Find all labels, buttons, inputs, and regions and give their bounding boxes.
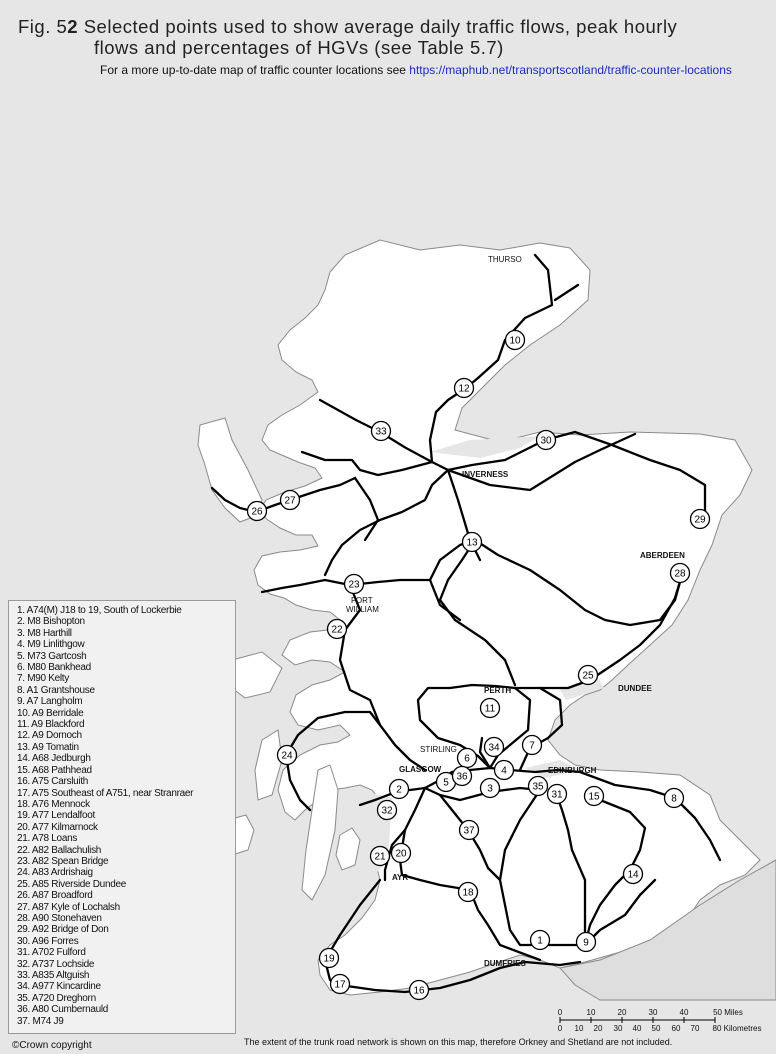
- legend-item: 37. M74 J9: [17, 1015, 64, 1027]
- counter-point-label: 28: [674, 568, 686, 580]
- counter-point-label: 36: [456, 771, 468, 783]
- counter-point-label: 7: [529, 740, 535, 752]
- mainland-land: [254, 240, 760, 995]
- legend-item: 6. M80 Bankhead: [17, 662, 91, 674]
- counter-point-label: 1: [537, 935, 543, 947]
- place-aberdeen: ABERDEEN: [640, 551, 685, 560]
- legend-item: 15. A68 Pathhead: [17, 764, 92, 776]
- counter-point-8: [665, 789, 684, 808]
- scale-km-80: 80 Kilometres: [712, 1024, 762, 1033]
- traffic-map-link[interactable]: https://maphub.net/transportscotland/traffic-counter-locations: [409, 63, 732, 77]
- counter-point-29: [691, 510, 710, 529]
- legend-item: 29. A92 Bridge of Don: [17, 924, 109, 936]
- counter-point-label: 16: [413, 985, 425, 997]
- legend-item: 4. M9 Linlithgow: [17, 639, 85, 651]
- counter-point-10: [506, 331, 525, 350]
- counter-point-label: 4: [501, 765, 507, 777]
- counter-point-11: [481, 699, 500, 718]
- counter-point-label: 5: [443, 777, 449, 789]
- scale-km-50: 50: [651, 1024, 661, 1033]
- counter-point-27: [281, 491, 300, 510]
- legend-item: 22. A82 Ballachulish: [17, 844, 102, 856]
- place-perth: PERTH: [484, 686, 512, 695]
- counter-point-label: 32: [381, 805, 393, 817]
- counter-point-label: 19: [323, 953, 335, 965]
- legend-item: 2. M8 Bishopton: [17, 616, 85, 628]
- counter-point-37: [460, 821, 479, 840]
- legend-item: 21. A78 Loans: [17, 833, 78, 845]
- counter-point-7: [523, 736, 542, 755]
- title-line2: flows and percentages of HGVs (see Table 5.7): [94, 37, 504, 58]
- legend-item: 12. A9 Dornoch: [17, 730, 82, 742]
- title-line1: Selected points used to show average daily traffic flows, peak hourly: [78, 16, 678, 37]
- scale-mi-30: 30: [648, 1008, 658, 1017]
- counter-point-label: 8: [671, 793, 677, 805]
- counter-point-19: [320, 949, 339, 968]
- counter-point-17: [331, 975, 350, 994]
- counter-point-15: [585, 787, 604, 806]
- legend-item: 10. A9 Berridale: [17, 707, 84, 719]
- counter-point-label: 25: [582, 670, 594, 682]
- scale-km-10: 10: [574, 1024, 584, 1033]
- legend-item: 5. M73 Gartcosh: [17, 650, 87, 662]
- legend-item: 7. M90 Kelty: [17, 673, 69, 685]
- counter-point-23: [345, 575, 364, 594]
- counter-point-31: [548, 785, 567, 804]
- place-glasgow: GLASGOW: [399, 765, 442, 774]
- scale-mi-0: 0: [557, 1008, 563, 1017]
- legend-item: 1. A74(M) J18 to 19, South of Lockerbie: [17, 605, 182, 616]
- counter-point-21: [371, 847, 390, 866]
- counter-point-label: 24: [281, 750, 293, 762]
- scale-km-60: 60: [671, 1024, 681, 1033]
- counter-point-label: 37: [463, 825, 475, 837]
- counter-point-label: 30: [540, 435, 552, 447]
- counter-point-24: [278, 746, 297, 765]
- legend-item: 11. A9 Blackford: [17, 719, 85, 731]
- legend-item: 31. A702 Fulford: [17, 947, 86, 959]
- place-edinburgh: EDINBURGH: [548, 766, 597, 775]
- counter-point-label: 13: [466, 537, 478, 549]
- legend-item: 28. A90 Stonehaven: [17, 912, 102, 924]
- counter-point-label: 23: [348, 579, 360, 591]
- legend-item: 17. A75 Southeast of A751, near Stranraer: [17, 787, 194, 799]
- counter-point-label: 18: [462, 887, 474, 899]
- place-ayr: AYR: [392, 873, 409, 882]
- counter-point-label: 3: [487, 783, 493, 795]
- place-inverness: INVERNESS: [462, 470, 509, 479]
- counter-point-label: 29: [694, 514, 706, 526]
- legend-item: 18. A76 Mennock: [17, 798, 90, 810]
- counter-point-label: 21: [374, 851, 386, 863]
- arran-island: [336, 828, 360, 870]
- place-thurso: THURSO: [488, 255, 522, 264]
- scale-km-20: 20: [593, 1024, 603, 1033]
- counter-point-label: 34: [488, 742, 500, 754]
- counter-point-1: [531, 931, 550, 950]
- counter-point-33: [372, 422, 391, 441]
- counter-point-label: 26: [251, 506, 263, 518]
- counter-point-28: [671, 564, 690, 583]
- footnote: The extent of the trunk road network is shown on this map, therefore Orkney and Shetland are not included.: [244, 1037, 673, 1047]
- counter-point-4: [495, 761, 514, 780]
- counter-point-label: 33: [375, 426, 387, 438]
- scale-km-40: 40: [632, 1024, 642, 1033]
- subline-text: For a more up-to-date map of traffic counter locations see: [100, 63, 410, 77]
- counter-point-label: 6: [464, 753, 470, 765]
- legend-item: 36. A80 Cumbernauld: [17, 1004, 109, 1016]
- legend-item: 32. A737 Lochside: [17, 958, 95, 970]
- legend-item: 33. A835 Altguish: [17, 970, 90, 981]
- legend-item: 16. A75 Carsluith: [17, 776, 89, 788]
- scale-mi-40: 40: [679, 1008, 689, 1017]
- legend-item: 8. A1 Grantshouse: [17, 684, 95, 696]
- counter-point-30: [537, 431, 556, 450]
- scale-mi-50: 50 Miles: [713, 1008, 743, 1017]
- counter-point-label: 22: [331, 624, 343, 636]
- counter-point-22: [328, 620, 347, 639]
- legend-item: 35. A720 Dreghorn: [17, 992, 96, 1004]
- title-prefix: Fig. 5: [18, 16, 68, 37]
- scale-bar: [560, 1017, 715, 1023]
- place-stirling: STIRLING: [420, 745, 457, 754]
- counter-point-label: 35: [532, 781, 544, 793]
- legend-item: 9. A7 Langholm: [17, 696, 83, 708]
- legend-item: 13. A9 Tomatin: [17, 741, 79, 753]
- legend-item: 20. A77 Kilmarnock: [17, 821, 98, 833]
- counter-point-34: [485, 738, 504, 757]
- counter-point-3: [481, 779, 500, 798]
- counter-point-18: [459, 883, 478, 902]
- place-fort: FORT: [351, 596, 373, 605]
- counter-point-6: [458, 749, 477, 768]
- counter-point-label: 17: [334, 979, 346, 991]
- counter-point-label: 11: [484, 703, 496, 715]
- legend-item: 24. A83 Ardrishaig: [17, 867, 93, 879]
- legend-item: 23. A82 Spean Bridge: [17, 855, 109, 867]
- counter-point-9: [577, 933, 596, 952]
- scale-km-70: 70: [690, 1024, 700, 1033]
- title-number: 2: [67, 16, 79, 37]
- counter-point-label: 2: [396, 784, 402, 796]
- counter-point-label: 27: [284, 495, 296, 507]
- scale-mi-10: 10: [586, 1008, 596, 1017]
- legend-item: 19. A77 Lendalfoot: [17, 810, 96, 822]
- legend-item: 27. A87 Kyle of Lochalsh: [17, 901, 120, 913]
- legend-item: 25. A85 Riverside Dundee: [17, 878, 126, 890]
- counter-point-13: [463, 533, 482, 552]
- counter-point-16: [410, 981, 429, 1000]
- legend-item: 26. A87 Broadford: [17, 890, 93, 902]
- scale-km-30: 30: [613, 1024, 623, 1033]
- legend-box: [8, 600, 236, 1034]
- counter-point-32: [378, 801, 397, 820]
- place-dundee: DUNDEE: [618, 684, 652, 693]
- counter-point-2: [390, 780, 409, 799]
- counter-point-26: [248, 502, 267, 521]
- counter-point-25: [579, 666, 598, 685]
- legend-item: 34. A977 Kincardine: [17, 981, 101, 993]
- legend-item: 3. M8 Harthill: [17, 627, 72, 639]
- scale-mi-20: 20: [617, 1008, 627, 1017]
- counter-point-label: 20: [395, 848, 407, 860]
- copyright: ©Crown copyright: [12, 1040, 92, 1051]
- place-dumfries: DUMFRIES: [484, 959, 526, 968]
- scale-km-0: 0: [557, 1024, 563, 1033]
- counter-point-label: 12: [458, 383, 470, 395]
- legend-item: 30. A96 Forres: [17, 935, 79, 947]
- counter-point-label: 10: [509, 335, 521, 347]
- counter-point-35: [529, 777, 548, 796]
- counter-point-label: 9: [583, 937, 589, 949]
- mull-island: [228, 652, 282, 698]
- counter-point-20: [392, 844, 411, 863]
- counter-point-36: [453, 767, 472, 786]
- counter-point-label: 14: [627, 869, 639, 881]
- counter-point-label: 15: [588, 791, 600, 803]
- place-william: WILLIAM: [346, 605, 379, 614]
- legend-item: 14. A68 Jedburgh: [17, 753, 91, 765]
- counter-point-label: 31: [551, 789, 563, 801]
- counter-point-14: [624, 865, 643, 884]
- counter-point-12: [455, 379, 474, 398]
